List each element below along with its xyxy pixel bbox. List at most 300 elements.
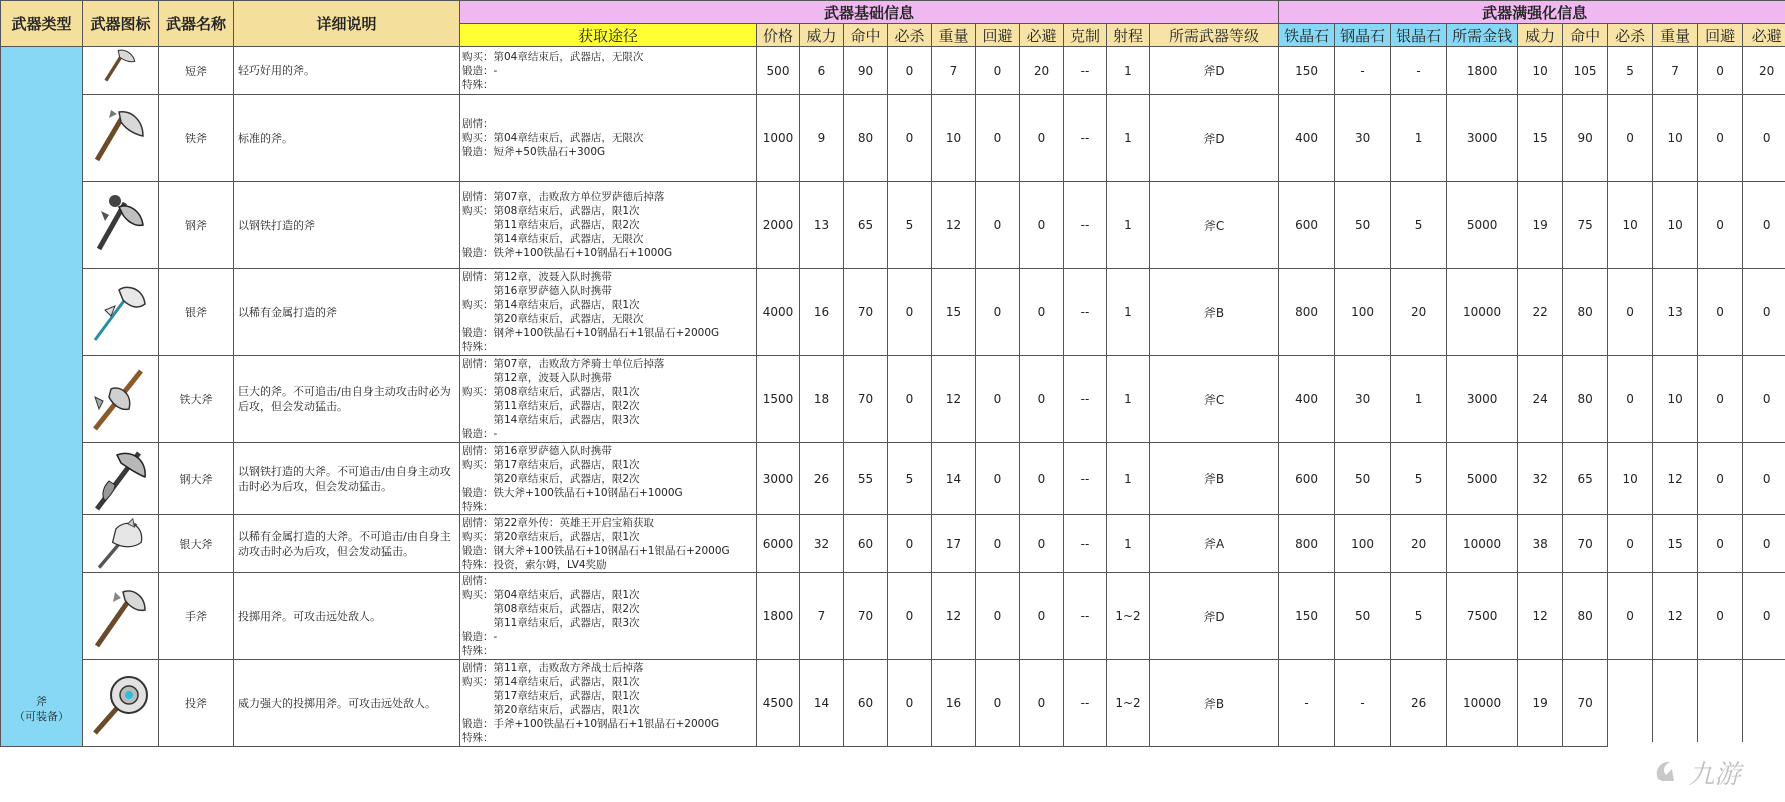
max-avoid: 0: [1698, 182, 1743, 269]
base-power: 7: [800, 573, 844, 660]
obtain-line: 购买：第08章结束后，武器店，限1次: [462, 205, 640, 217]
header-gold-cost: 所需金钱: [1447, 24, 1518, 47]
weapon-name: 钢斧: [159, 182, 234, 269]
weapon-obtain: [460, 269, 757, 356]
base-range: 1: [1107, 95, 1150, 182]
base-hit: 60: [844, 515, 888, 573]
base-weight: 14: [932, 443, 976, 515]
max-power: 12: [1518, 573, 1563, 660]
obtain-line: 第20章结束后，武器店，限2次: [462, 472, 640, 485]
max-steel-crystal: -: [1335, 660, 1391, 747]
max-crit: [1608, 660, 1653, 747]
base-hit: 90: [844, 47, 888, 95]
base-crit: 0: [888, 356, 932, 443]
max-weight: 15: [1653, 515, 1698, 573]
obtain-line: 购买：第14章结束后，武器店，限1次: [462, 299, 640, 311]
header-silver-crystal: 银晶石: [1391, 24, 1447, 47]
base-range: 1~2: [1107, 573, 1150, 660]
base-crit-avoid: 0: [1020, 515, 1064, 573]
max-crit-avoid: 0: [1743, 573, 1785, 660]
max-avoid: 0: [1698, 269, 1743, 356]
table-row: [1, 443, 1785, 515]
max-crit-avoid: 0: [1743, 182, 1785, 269]
max-steel-crystal: 100: [1335, 269, 1391, 356]
base-range: 1: [1107, 443, 1150, 515]
max-power: 10: [1518, 47, 1563, 95]
header-iron-crystal: 铁晶石: [1279, 24, 1335, 47]
max-power: 15: [1518, 95, 1563, 182]
obtain-line: 锻造：钢大斧+100铁晶石+10钢晶石+1银晶石+2000G: [462, 544, 730, 557]
base-crit: 0: [888, 269, 932, 356]
base-crit-avoid: 0: [1020, 95, 1064, 182]
max-crit: 0: [1608, 356, 1653, 443]
max-gold-cost: 5000: [1447, 443, 1518, 515]
table-row: [1, 573, 1785, 660]
max-avoid: 0: [1698, 573, 1743, 660]
base-range: 1: [1107, 515, 1150, 573]
base-crit: 0: [888, 660, 932, 747]
max-crit-avoid: 0: [1743, 269, 1785, 356]
max-gold-cost: 5000: [1447, 182, 1518, 269]
base-hit: 55: [844, 443, 888, 515]
obtain-line: 第11章结束后，武器店，限3次: [462, 617, 640, 629]
base-power: 9: [800, 95, 844, 182]
max-silver-crystal: 26: [1391, 660, 1447, 747]
base-range: 1: [1107, 47, 1150, 95]
table-row: [1, 660, 1785, 747]
base-weapon-rank: 斧C: [1150, 182, 1279, 269]
max-steel-crystal: 50: [1335, 443, 1391, 515]
obtain-line: 第20章结束后，武器店，无限次: [462, 313, 644, 325]
header-avoid: 回避: [976, 24, 1020, 47]
base-weapon-rank: 斧D: [1150, 47, 1279, 95]
max-hit: 90: [1563, 95, 1608, 182]
obtain-line: 锻造：手斧+100铁晶石+10钢晶石+1银晶石+2000G: [462, 718, 720, 730]
header-weight: 重量: [932, 24, 976, 47]
max-avoid: 0: [1698, 443, 1743, 515]
max-gold-cost: 3000: [1447, 356, 1518, 443]
weapon-description: 巨大的斧。不可追击/由自身主动攻击时必为后攻，但会发动猛击。: [234, 356, 460, 443]
weapon-icon-cell: [83, 356, 159, 443]
max-silver-crystal: 5: [1391, 182, 1447, 269]
header-max-crit: 必杀: [1608, 24, 1653, 47]
max-crit-avoid: 20: [1743, 47, 1785, 95]
site-logo: [1608, 742, 1785, 802]
max-gold-cost: 3000: [1447, 95, 1518, 182]
obtain-line: 剧情：第11章，击败敌方斧战士后掉落: [462, 662, 644, 674]
steel-axe-icon: [89, 193, 153, 257]
max-iron-crystal: 400: [1279, 95, 1335, 182]
max-silver-crystal: 1: [1391, 95, 1447, 182]
base-effective: --: [1064, 515, 1107, 573]
obtain-line: 锻造：铁斧+100铁晶石+10钢晶石+1000G: [462, 247, 673, 259]
weapon-description: 投掷用斧。可攻击远处敌人。: [234, 573, 460, 660]
weapon-description: 以稀有金属打造的斧: [234, 269, 460, 356]
table-row: [1, 95, 1785, 182]
obtain-line: 锻造：-: [462, 64, 498, 77]
max-crit-avoid: 0: [1743, 356, 1785, 443]
max-iron-crystal: 600: [1279, 443, 1335, 515]
header-max-info: 武器满强化信息: [1279, 1, 1785, 24]
header-weapon-name: 武器名称: [159, 1, 234, 47]
weapon-name: 铁斧: [159, 95, 234, 182]
obtain-line: 特殊：: [462, 645, 494, 657]
base-weapon-rank: 斧D: [1150, 95, 1279, 182]
obtain-line: 特殊：: [462, 732, 494, 744]
weapon-category-cell: [1, 47, 83, 747]
max-weight: 10: [1653, 95, 1698, 182]
max-hit: 75: [1563, 182, 1608, 269]
header-max-crit-avoid: 必避: [1743, 24, 1785, 47]
base-power: 26: [800, 443, 844, 515]
max-crit: 0: [1608, 515, 1653, 573]
obtain-line: 锻造：钢斧+100铁晶石+10钢晶石+1银晶石+2000G: [462, 327, 720, 339]
base-effective: --: [1064, 356, 1107, 443]
weapon-obtain: [460, 573, 757, 660]
base-crit-avoid: 0: [1020, 660, 1064, 747]
header-max-hit: 命中: [1563, 24, 1608, 47]
base-crit-avoid: 0: [1020, 182, 1064, 269]
base-hit: 70: [844, 269, 888, 356]
base-hit: 60: [844, 660, 888, 747]
base-range: 1: [1107, 269, 1150, 356]
max-gold-cost: 1800: [1447, 47, 1518, 95]
header-steel-crystal: 钢晶石: [1335, 24, 1391, 47]
tomahawk-icon: [89, 671, 153, 735]
base-weapon-rank: 斧B: [1150, 269, 1279, 356]
max-iron-crystal: 400: [1279, 356, 1335, 443]
steel-great-axe-icon: [89, 447, 153, 511]
max-iron-crystal: 800: [1279, 269, 1335, 356]
weapon-description: 标准的斧。: [234, 95, 460, 182]
max-power: 19: [1518, 660, 1563, 747]
base-weight: 12: [932, 573, 976, 660]
weapon-description: 轻巧好用的斧。: [234, 47, 460, 95]
max-steel-crystal: 50: [1335, 573, 1391, 660]
max-iron-crystal: 150: [1279, 47, 1335, 95]
base-crit-avoid: 20: [1020, 47, 1064, 95]
obtain-line: 第14章结束后，武器店，无限次: [462, 233, 644, 245]
table-row: [1, 515, 1785, 573]
max-hit: 70: [1563, 660, 1608, 747]
silver-great-axe-icon: [89, 517, 153, 571]
header-obtain: 获取途径: [460, 24, 757, 47]
max-crit-avoid: 0: [1743, 515, 1785, 573]
header-base-info: 武器基础信息: [460, 1, 1279, 24]
base-weight: 15: [932, 269, 976, 356]
base-weapon-rank: 斧C: [1150, 356, 1279, 443]
base-hit: 65: [844, 182, 888, 269]
obtain-line: 购买：第04章结束后，武器店，无限次: [462, 50, 644, 63]
base-crit: 0: [888, 515, 932, 573]
weapon-name: 手斧: [159, 573, 234, 660]
obtain-line: 锻造：铁大斧+100铁晶石+10钢晶石+1000G: [462, 486, 683, 499]
max-avoid: 0: [1698, 515, 1743, 573]
weapon-category: 斧: [36, 695, 47, 708]
header-power: 威力: [800, 24, 844, 47]
weapon-icon-cell: [83, 443, 159, 515]
base-hit: 80: [844, 95, 888, 182]
base-weapon-rank: 斧A: [1150, 515, 1279, 573]
max-iron-crystal: 600: [1279, 182, 1335, 269]
obtain-line: 购买：第04章结束后，武器店，限1次: [462, 589, 640, 601]
weapon-name: 银大斧: [159, 515, 234, 573]
weapon-name: 铁大斧: [159, 356, 234, 443]
base-weight: 17: [932, 515, 976, 573]
obtain-line: 特殊：: [462, 78, 494, 91]
base-weight: 12: [932, 182, 976, 269]
obtain-line: 第11章结束后，武器店，限2次: [462, 400, 640, 412]
base-power: 14: [800, 660, 844, 747]
header-weapon-type: 武器类型: [1, 1, 83, 47]
base-avoid: 0: [976, 443, 1020, 515]
short-axe-icon: [89, 49, 153, 93]
max-avoid: 0: [1698, 356, 1743, 443]
base-avoid: 0: [976, 182, 1020, 269]
obtain-line: 第20章结束后，武器店，限1次: [462, 704, 640, 716]
base-price: 6000: [757, 515, 800, 573]
max-gold-cost: 7500: [1447, 573, 1518, 660]
max-weight: 10: [1653, 182, 1698, 269]
weapon-icon-cell: [83, 515, 159, 573]
max-power: 24: [1518, 356, 1563, 443]
max-gold-cost: 10000: [1447, 269, 1518, 356]
header-price: 价格: [757, 24, 800, 47]
weapon-name: 银斧: [159, 269, 234, 356]
base-price: 3000: [757, 443, 800, 515]
base-price: 1500: [757, 356, 800, 443]
obtain-line: 剧情：第16章罗萨德入队时携带: [462, 444, 612, 457]
base-avoid: 0: [976, 356, 1020, 443]
hand-axe-icon: [89, 584, 153, 648]
header-max-avoid: 回避: [1698, 24, 1743, 47]
base-power: 13: [800, 182, 844, 269]
obtain-line: 购买：第08章结束后，武器店，限1次: [462, 386, 640, 398]
obtain-line: 锻造：短斧+50铁晶石+300G: [462, 146, 606, 158]
obtain-line: 第08章结束后，武器店，限2次: [462, 603, 640, 615]
max-weight: 12: [1653, 443, 1698, 515]
base-weapon-rank: 斧B: [1150, 443, 1279, 515]
weapon-description: 以稀有金属打造的大斧。不可追击/由自身主动攻击时必为后攻，但会发动猛击。: [234, 515, 460, 573]
table-row: [1, 356, 1785, 443]
max-gold-cost: 10000: [1447, 660, 1518, 747]
max-crit-avoid: 0: [1743, 443, 1785, 515]
weapon-category-note: （可装备）: [14, 710, 69, 723]
header-crit: 必杀: [888, 24, 932, 47]
max-steel-crystal: 30: [1335, 95, 1391, 182]
max-steel-crystal: 100: [1335, 515, 1391, 573]
obtain-line: 剧情：: [462, 575, 494, 587]
logo-mark-icon: [1652, 757, 1682, 787]
base-crit-avoid: 0: [1020, 269, 1064, 356]
obtain-line: 剧情：: [462, 118, 494, 130]
obtain-line: 剧情：第12章，波聂入队时携带: [462, 271, 612, 283]
base-avoid: 0: [976, 660, 1020, 747]
base-power: 6: [800, 47, 844, 95]
base-avoid: 0: [976, 269, 1020, 356]
base-avoid: 0: [976, 573, 1020, 660]
obtain-line: 购买：第14章结束后，武器店，限1次: [462, 676, 640, 688]
obtain-line: 第12章，波聂入队时携带: [462, 372, 612, 384]
base-price: 4000: [757, 269, 800, 356]
base-crit-avoid: 0: [1020, 443, 1064, 515]
weapon-description: 威力强大的投掷用斧。可攻击远处敌人。: [234, 660, 460, 747]
base-power: 32: [800, 515, 844, 573]
max-weight: 13: [1653, 269, 1698, 356]
header-details: 详细说明: [234, 1, 460, 47]
max-crit-avoid: 0: [1743, 95, 1785, 182]
base-effective: --: [1064, 660, 1107, 747]
weapon-icon-cell: [83, 573, 159, 660]
obtain-line: 购买：第04章结束后，武器店，无限次: [462, 132, 644, 144]
base-price: 500: [757, 47, 800, 95]
base-effective: --: [1064, 269, 1107, 356]
max-silver-crystal: 20: [1391, 269, 1447, 356]
base-crit: 0: [888, 47, 932, 95]
base-range: 1~2: [1107, 660, 1150, 747]
obtain-line: 购买：第20章结束后，武器店，限1次: [462, 530, 640, 543]
max-iron-crystal: 800: [1279, 515, 1335, 573]
logo-text: 九游: [1688, 759, 1741, 790]
max-power: 38: [1518, 515, 1563, 573]
header-max-weight: 重量: [1653, 24, 1698, 47]
max-power: 32: [1518, 443, 1563, 515]
max-crit: 10: [1608, 182, 1653, 269]
max-hit: 70: [1563, 515, 1608, 573]
base-weapon-rank: 斧D: [1150, 573, 1279, 660]
weapon-icon-cell: [83, 47, 159, 95]
max-weight: 12: [1653, 573, 1698, 660]
max-silver-crystal: 1: [1391, 356, 1447, 443]
max-gold-cost: 10000: [1447, 515, 1518, 573]
base-price: 1000: [757, 95, 800, 182]
base-crit-avoid: 0: [1020, 573, 1064, 660]
max-crit: 0: [1608, 573, 1653, 660]
weapon-obtain: [460, 443, 757, 515]
max-steel-crystal: 50: [1335, 182, 1391, 269]
header-max-power: 威力: [1518, 24, 1563, 47]
base-effective: --: [1064, 47, 1107, 95]
weapon-description: 以钢铁打造的斧: [234, 182, 460, 269]
base-price: 4500: [757, 660, 800, 747]
weapon-name: 短斧: [159, 47, 234, 95]
weapon-obtain: [460, 95, 757, 182]
weapon-obtain: [460, 515, 757, 573]
obtain-line: 剧情：第07章，击败敌方单位罗萨德后掉落: [462, 191, 665, 203]
max-silver-crystal: -: [1391, 47, 1447, 95]
table-row: [1, 269, 1785, 356]
obtain-line: 剧情：第22章外传：英雄王开启宝箱获取: [462, 516, 654, 529]
max-hit: 80: [1563, 269, 1608, 356]
base-avoid: 0: [976, 47, 1020, 95]
base-weight: 16: [932, 660, 976, 747]
base-crit: 5: [888, 182, 932, 269]
weapon-obtain: [460, 47, 757, 95]
max-crit: 0: [1608, 269, 1653, 356]
base-hit: 70: [844, 356, 888, 443]
weapon-icon-cell: [83, 95, 159, 182]
weapon-obtain: [460, 356, 757, 443]
obtain-line: 第17章结束后，武器店，限1次: [462, 690, 640, 702]
weapon-name: 钢大斧: [159, 443, 234, 515]
max-crit: 0: [1608, 95, 1653, 182]
weapon-obtain: [460, 182, 757, 269]
obtain-line: 锻造：-: [462, 631, 498, 643]
iron-great-axe-icon: [89, 367, 153, 431]
obtain-line: 购买：第17章结束后，武器店，限1次: [462, 458, 640, 471]
obtain-line: 特殊：: [462, 341, 494, 353]
header-hit: 命中: [844, 24, 888, 47]
base-weapon-rank: 斧B: [1150, 660, 1279, 747]
base-weight: 7: [932, 47, 976, 95]
max-steel-crystal: -: [1335, 47, 1391, 95]
header-weapon-rank: 所需武器等级: [1150, 24, 1279, 47]
max-silver-crystal: 20: [1391, 515, 1447, 573]
header-range: 射程: [1107, 24, 1150, 47]
weapon-description: 以钢铁打造的大斧。不可追击/由自身主动攻击时必为后攻，但会发动猛击。: [234, 443, 460, 515]
base-price: 1800: [757, 573, 800, 660]
base-power: 16: [800, 269, 844, 356]
max-silver-crystal: 5: [1391, 443, 1447, 515]
base-hit: 70: [844, 573, 888, 660]
base-effective: --: [1064, 443, 1107, 515]
max-hit: 80: [1563, 356, 1608, 443]
max-silver-crystal: 5: [1391, 573, 1447, 660]
header-weapon-icon: 武器图标: [83, 1, 159, 47]
base-crit-avoid: 0: [1020, 356, 1064, 443]
max-hit: 80: [1563, 573, 1608, 660]
base-effective: --: [1064, 573, 1107, 660]
base-weight: 10: [932, 95, 976, 182]
max-steel-crystal: 30: [1335, 356, 1391, 443]
weapon-icon-cell: [83, 269, 159, 356]
obtain-line: 第11章结束后，武器店，限2次: [462, 219, 640, 231]
silver-axe-icon: [89, 280, 153, 344]
base-avoid: 0: [976, 515, 1020, 573]
max-avoid: [1698, 660, 1743, 747]
base-crit: 0: [888, 95, 932, 182]
max-weight: 7: [1653, 47, 1698, 95]
max-hit: 65: [1563, 443, 1608, 515]
max-weight: [1653, 660, 1698, 747]
max-hit: 105: [1563, 47, 1608, 95]
obtain-line: 剧情：第07章，击败敌方斧骑士单位后掉落: [462, 358, 665, 370]
header-effective: 克制: [1064, 24, 1107, 47]
table-row: [1, 47, 1785, 95]
obtain-line: 锻造：-: [462, 428, 498, 440]
header-crit-avoid: 必避: [1020, 24, 1064, 47]
weapon-icon-cell: [83, 660, 159, 747]
max-avoid: 0: [1698, 95, 1743, 182]
base-range: 1: [1107, 356, 1150, 443]
base-avoid: 0: [976, 95, 1020, 182]
max-crit-avoid: [1743, 660, 1785, 747]
weapon-obtain: [460, 660, 757, 747]
obtain-line: 第14章结束后，武器店，限3次: [462, 414, 640, 426]
iron-axe-icon: [89, 106, 153, 170]
base-effective: --: [1064, 182, 1107, 269]
base-range: 1: [1107, 182, 1150, 269]
base-power: 18: [800, 356, 844, 443]
max-iron-crystal: 150: [1279, 573, 1335, 660]
table-row: [1, 182, 1785, 269]
max-avoid: 0: [1698, 47, 1743, 95]
max-iron-crystal: -: [1279, 660, 1335, 747]
base-effective: --: [1064, 95, 1107, 182]
max-power: 22: [1518, 269, 1563, 356]
obtain-line: 特殊：: [462, 500, 494, 513]
base-weight: 12: [932, 356, 976, 443]
